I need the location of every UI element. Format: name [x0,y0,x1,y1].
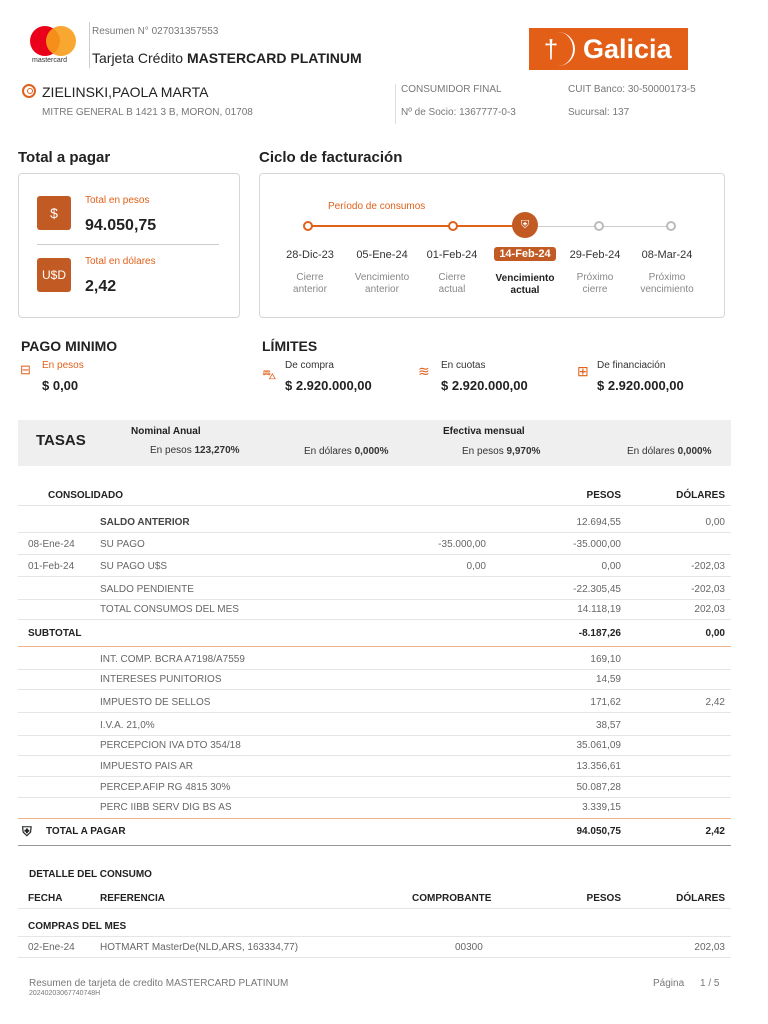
footer-code: 20240203067740748H [29,990,101,997]
timeline-caption: Vencimiento anterior [354,272,410,295]
ciclo-title: Ciclo de facturación [259,149,403,166]
pago-minimo-label: En pesos [42,360,84,371]
page-label: Página [653,978,685,989]
sucursal: Sucursal: 137 [568,107,630,118]
card-title [92,50,362,66]
mastercard-logo [30,24,80,64]
detalle-title: DETALLE DEL CONSUMO [29,869,152,880]
compras-section: COMPRAS DEL MES [18,915,731,937]
card-title-prefix: Tarjeta Crédito [92,50,187,66]
total-pagar-icon: ⛨ [22,824,32,839]
holder-divider [395,84,396,124]
table-row: SALDO PENDIENTE -22.305,45 -202,03 [18,578,731,600]
socio-number: Nº de Socio: 1367777-0-3 [401,107,516,118]
table-row: SALDO ANTERIOR 12.694,55 0,00 [18,511,731,533]
detalle-header: FECHA REFERENCIA COMPROBANTE PESOS DÓLARES [18,887,731,909]
pago-minimo-value: $ 0,00 [42,378,79,393]
consumidor-final: CONSUMIDOR FINAL [401,84,502,95]
timeline-caption: Próximo vencimiento [640,272,694,295]
galicia-wordmark: Galicia [583,33,672,64]
financing-icon: ⊞ [577,363,589,379]
efectiva-mensual-title: Efectiva mensual [443,426,525,437]
timeline-date: 01-Feb-24 [426,249,478,261]
timeline-caption: Cierre anterior [293,272,327,295]
limite-compra-value: $ 2.920.000,00 [285,378,372,393]
timeline-dot [594,221,604,231]
table-row: INT. COMP. BCRA A7198/A7559 169,10 [18,648,731,670]
cuit-banco: CUIT Banco: 30-50000173-5 [568,84,696,95]
limite-compra-label: De compra [285,360,334,371]
consolidado-title: CONSOLIDADO [48,490,123,501]
mastercard-wordmark: mastercard [32,57,68,64]
timeline-date: 08-Mar-24 [641,249,693,261]
nominal-dolares: En dólares 0,000% [304,446,389,457]
total-box [18,173,240,318]
total-title: Total a pagar [18,149,111,166]
header-divider [89,22,90,68]
galicia-logo [529,28,688,70]
ciclo-box [259,173,725,318]
table-row: IMPUESTO DE SELLOS 171,62 2,42 [18,691,731,713]
total-pesos-label: Total en pesos [85,195,150,206]
timeline-current-icon: ⛨ [512,212,538,238]
table-row: TOTAL CONSUMOS DEL MES 14.118,19 202,03 [18,598,731,620]
nominal-anual-title: Nominal Anual [131,426,201,437]
holder-name: ZIELINSKI,PAOLA MARTA [42,84,209,100]
limite-cuotas-label: En cuotas [441,360,486,371]
table-row: INTERESES PUNITORIOS 14,59 [18,668,731,690]
subtotal-row: SUBTOTAL -8.187,26 0,00 [18,622,731,647]
table-row: 01-Feb-24 SU PAGO U$S 0,00 0,00 -202,03 [18,555,731,577]
limites-title: LÍMITES [262,338,318,354]
total-row: ⛨ TOTAL A PAGAR 94.050,75 2,42 [18,820,731,846]
timeline-dot [303,221,313,231]
layers-icon: ≋ [418,363,430,379]
timeline-date-active: 14-Feb-24 [494,247,556,261]
nominal-pesos: En pesos 123,270% [150,445,240,456]
timeline-dot [666,221,676,231]
table-row: 08-Ene-24 SU PAGO -35.000,00 -35.000,00 [18,533,731,555]
limite-financiacion-label: De financiación [597,360,666,371]
pesos-badge-icon: $ [37,196,71,230]
tasas-panel [18,420,731,466]
galicia-cross-icon: † [529,32,575,66]
tasas-title: TASAS [36,432,86,449]
col-pesos: PESOS [586,490,621,501]
holder-address: MITRE GENERAL B 1421 3 B, MORON, 01708 [42,107,253,118]
timeline-caption-active: Vencimiento actual [495,273,555,296]
timeline-date: 28-Dic-23 [286,249,334,261]
efectiva-dolares: En dólares 0,000% [627,446,712,457]
footer-text: Resumen de tarjeta de credito MASTERCARD PLATINUM [29,978,289,989]
timeline-dot [448,221,458,231]
col-dolares: DÓLARES [676,490,725,501]
wallet-icon: ⊟ [20,362,31,377]
card-name: MASTERCARD PLATINUM [186,50,362,66]
table-row: PERC IIBB SERV DIG BS AS 3.339,15 [18,796,731,819]
efectiva-pesos: En pesos 9,970% [462,446,541,457]
timeline-caption: Próximo cierre [576,272,614,295]
dollars-badge-icon: U$D [37,258,71,292]
table-row: IMPUESTO PAIS AR 13.356,61 [18,755,731,777]
timeline-active-line [310,225,525,227]
limite-cuotas-value: $ 2.920.000,00 [441,378,528,393]
total-dolares-label: Total en dólares [85,256,156,267]
limite-financiacion-value: $ 2.920.000,00 [597,378,684,393]
mastercard-yellow-circle [46,26,76,56]
timeline-caption: Cierre actual [438,272,466,295]
periodo-label: Período de consumos [328,201,426,212]
table-row: PERCEP.AFIP RG 4815 30% 50.087,28 [18,776,731,798]
shopping-bag-icon: ⛍ [262,366,277,382]
total-pesos-value: 94.050,75 [85,217,157,234]
resumen-number: Resumen N° 027031357553 [92,26,219,37]
timeline-date: 05-Ene-24 [356,249,408,261]
total-dolares-value: 2,42 [85,278,117,295]
pago-minimo-title: PAGO MINIMO [21,338,118,354]
consolidado-header [18,484,731,506]
table-row: I.V.A. 21,0% 38,57 [18,714,731,736]
page-number: 1 / 5 [700,978,720,989]
table-row: 02-Ene-24 HOTMART MasterDe(NLD,ARS, 163334,77) 00300 202,03 [18,936,731,958]
total-divider [37,244,219,245]
user-icon [22,84,36,98]
table-row: PERCEPCION IVA DTO 354/18 35.061,09 [18,734,731,756]
timeline-date: 29-Feb-24 [569,249,621,261]
